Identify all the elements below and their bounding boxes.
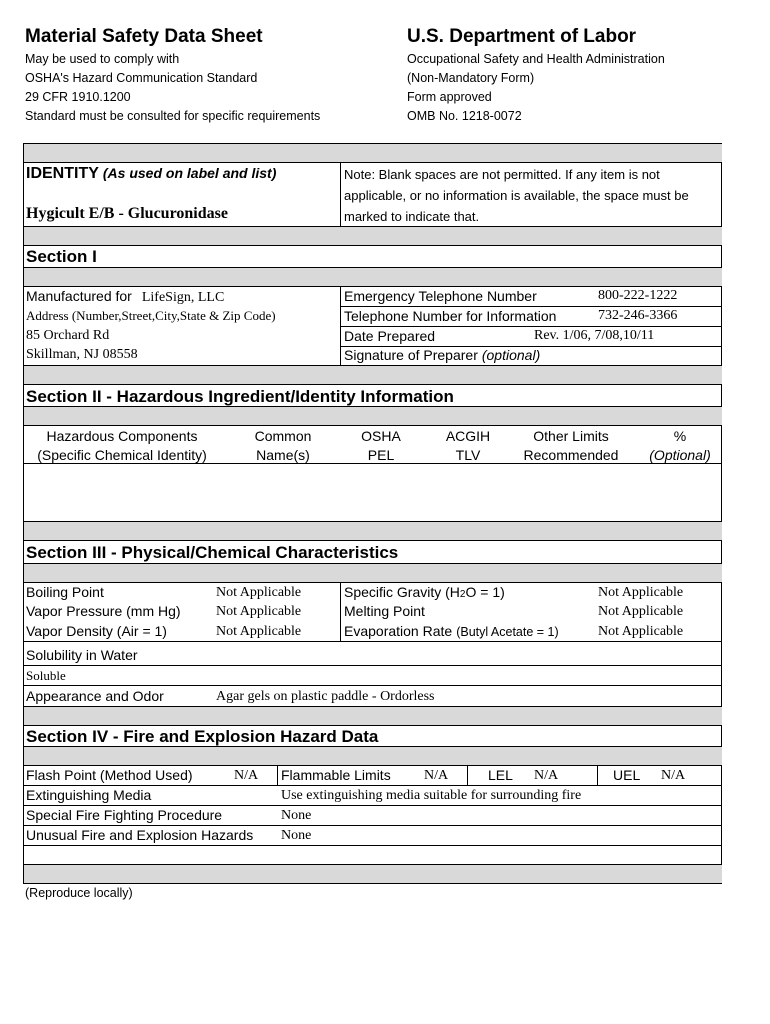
divider xyxy=(340,163,341,226)
signature-row xyxy=(344,347,540,365)
col-header-line: (Specific Chemical Identity) xyxy=(37,447,207,463)
address-line-2: Skillman, NJ 08558 xyxy=(26,347,138,362)
special-procedure-value: None xyxy=(281,808,312,823)
compliance-block xyxy=(25,50,320,126)
rule xyxy=(24,685,722,686)
rule xyxy=(24,825,722,826)
col-other-limits xyxy=(510,427,632,465)
col-acgih-tlv xyxy=(432,427,504,465)
address-label: Address (Number,Street,City,State & Zip Code) xyxy=(26,308,276,323)
gray-band xyxy=(24,864,722,884)
evaporation-label: Evaporation Rate xyxy=(344,623,453,639)
divider xyxy=(467,766,468,785)
gray-band xyxy=(24,365,722,385)
identity-note: Note: Blank spaces are not permitted. If any item is not applicable, or no information is available, the space must be marked to indicate that. xyxy=(344,167,689,224)
col-common-names xyxy=(238,427,328,465)
col-osha-pel xyxy=(345,427,417,465)
signature-note: (optional) xyxy=(481,347,541,363)
melting-label: Melting Point xyxy=(344,603,425,619)
melting-value: Not Applicable xyxy=(598,604,684,619)
compliance-line: Standard must be consulted for specific requirements xyxy=(25,109,321,123)
unusual-hazards-label: Unusual Fire and Explosion Hazards xyxy=(26,827,254,843)
agency-title: U.S. Department of Labor xyxy=(407,26,637,47)
vapor-density-label: Vapor Density (Air = 1) xyxy=(26,623,167,639)
agency-line: Form approved xyxy=(407,90,492,104)
uel-label: UEL xyxy=(613,767,641,783)
flammable-limits-label: Flammable Limits xyxy=(281,767,391,783)
col-header-line: % xyxy=(673,428,687,444)
product-name: Hygicult E/B - Glucuronidase xyxy=(26,205,228,222)
unusual-hazards-value: None xyxy=(281,828,312,843)
agency-line: OMB No. 1218-0072 xyxy=(407,109,522,123)
vapor-pressure-value: Not Applicable xyxy=(216,604,302,619)
specific-gravity-value: Not Applicable xyxy=(598,585,684,600)
flash-point-label: Flash Point (Method Used) xyxy=(26,767,193,783)
lel-label: LEL xyxy=(488,767,513,783)
emergency-label: Emergency Telephone Number xyxy=(344,288,537,304)
section-4-title: Section IV - Fire and Explosion Hazard Data xyxy=(26,727,379,746)
date-label: Date Prepared xyxy=(344,328,436,344)
col-header-line: Name(s) xyxy=(256,447,310,463)
gray-band xyxy=(24,521,722,541)
divider xyxy=(340,583,341,641)
col-hazardous-components xyxy=(24,427,220,465)
address-line-1: 85 Orchard Rd xyxy=(26,328,110,343)
date-value: Rev. 1/06, 7/08,10/11 xyxy=(534,328,655,343)
compliance-line: 29 CFR 1910.1200 xyxy=(25,90,131,104)
evaporation-row xyxy=(344,623,559,641)
gray-band xyxy=(24,706,722,726)
specific-gravity-label xyxy=(344,584,505,600)
rule xyxy=(24,805,722,806)
phone-value: 732-246-3366 xyxy=(598,308,678,323)
appearance-label: Appearance and Odor xyxy=(26,688,164,704)
flash-point-value: N/A xyxy=(234,768,259,783)
section-2-title: Section II - Hazardous Ingredient/Identity Information xyxy=(26,387,454,406)
manufacturer-label: Manufactured for xyxy=(26,288,132,304)
vapor-density-value: Not Applicable xyxy=(216,624,302,639)
identity-label: IDENTITY xyxy=(26,165,99,182)
rule xyxy=(341,306,722,307)
divider xyxy=(277,766,278,785)
rule xyxy=(24,785,722,786)
manufacturer-row xyxy=(26,288,224,306)
gray-band xyxy=(24,406,722,426)
evaporation-note: (Butyl Acetate = 1) xyxy=(456,625,559,639)
special-procedure-label: Special Fire Fighting Procedure xyxy=(26,807,223,823)
col-header-line: Hazardous Components xyxy=(46,428,198,444)
col-header-line: ACGIH xyxy=(445,428,491,444)
evaporation-value: Not Applicable xyxy=(598,624,684,639)
compliance-line: May be used to comply with xyxy=(25,52,180,66)
solubility-value: Soluble xyxy=(26,668,66,683)
section-3-title: Section III - Physical/Chemical Characteristics xyxy=(26,543,399,562)
form-title: Material Safety Data Sheet xyxy=(25,26,263,47)
sg-text: O = 1) xyxy=(465,584,505,600)
rule xyxy=(341,326,722,327)
gray-band xyxy=(24,267,722,287)
boiling-label: Boiling Point xyxy=(26,584,104,600)
signature-label: Signature of Preparer xyxy=(344,347,478,363)
col-header-line: OSHA xyxy=(361,428,401,444)
rule xyxy=(24,845,722,846)
agency-block xyxy=(407,50,665,126)
col-percent xyxy=(640,427,720,465)
gray-band xyxy=(24,226,722,246)
emergency-value: 800-222-1222 xyxy=(598,288,678,303)
divider xyxy=(597,766,598,785)
rule xyxy=(24,641,722,642)
col-header-line: Recommended xyxy=(523,447,619,463)
extinguishing-value: Use extinguishing media suitable for surrounding fire xyxy=(281,788,582,803)
col-header-line: (Optional) xyxy=(649,447,711,463)
flammable-limits-value: N/A xyxy=(424,768,449,783)
compliance-line: OSHA's Hazard Communication Standard xyxy=(25,71,258,85)
agency-line: (Non-Mandatory Form) xyxy=(407,71,535,85)
identity-label-note: (As used on label and list) xyxy=(102,165,277,181)
gray-band xyxy=(24,563,722,583)
col-header-line: Common xyxy=(254,428,312,444)
gray-band xyxy=(24,746,722,766)
appearance-value: Agar gels on plastic paddle - Ordorless xyxy=(216,689,435,704)
agency-line: Occupational Safety and Health Administration xyxy=(407,52,665,66)
col-header-line: PEL xyxy=(367,447,395,463)
col-header-line: TLV xyxy=(455,447,481,463)
sg-subscript: 2 xyxy=(459,589,466,600)
col-header-line: Other Limits xyxy=(533,428,609,444)
boiling-value: Not Applicable xyxy=(216,585,302,600)
lel-value: N/A xyxy=(534,768,559,783)
identity-heading xyxy=(26,165,276,183)
vapor-pressure-label: Vapor Pressure (mm Hg) xyxy=(26,603,181,619)
extinguishing-label: Extinguishing Media xyxy=(26,787,152,803)
uel-value: N/A xyxy=(661,768,686,783)
footer-note: (Reproduce locally) xyxy=(25,886,133,900)
rule xyxy=(24,665,722,666)
phone-label: Telephone Number for Information xyxy=(344,308,557,324)
solubility-label: Solubility in Water xyxy=(26,647,138,663)
sg-text: Specific Gravity (H xyxy=(344,584,460,600)
gray-band xyxy=(24,143,722,163)
manufacturer-value: LifeSign, LLC xyxy=(141,290,225,305)
section-1-title: Section I xyxy=(26,247,97,266)
